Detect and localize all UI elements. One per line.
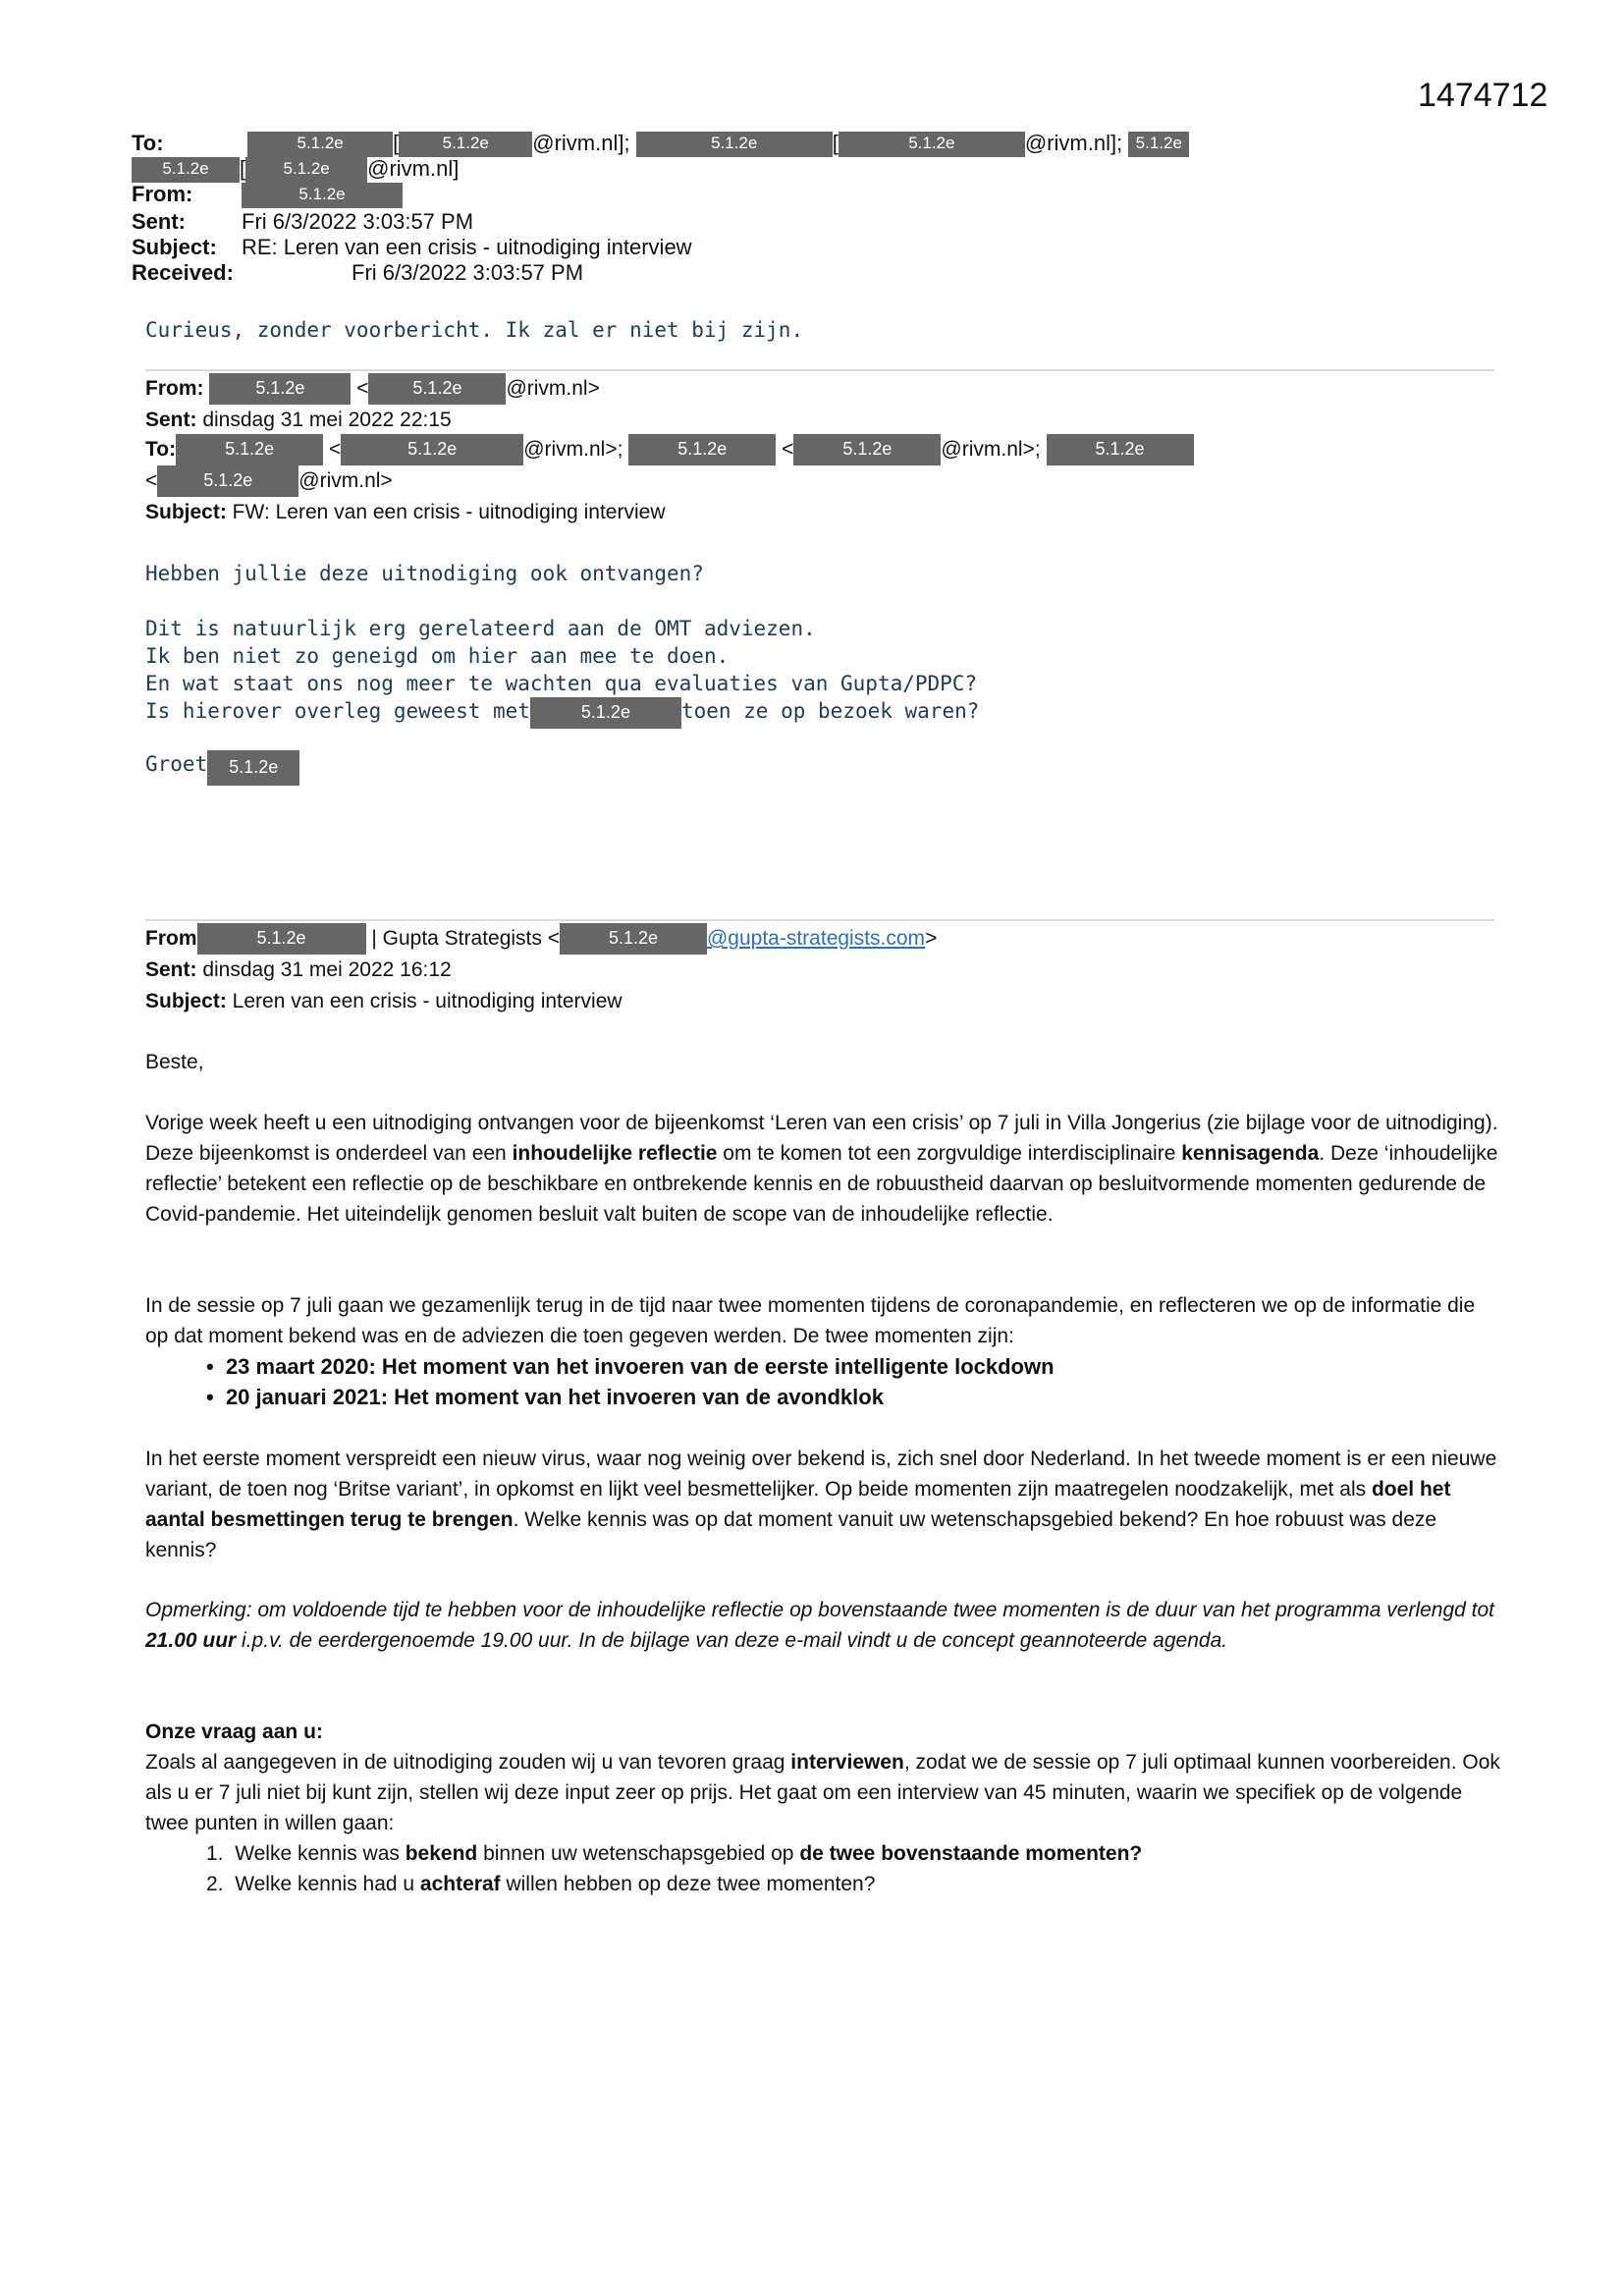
to-domain: @rivm.nl]; xyxy=(1024,131,1123,155)
item-text: Welke kennis was xyxy=(235,1842,406,1865)
p4-text: Opmerking: om voldoende tijd te hebben voor de inhoudelijke reflectie op bovenstaande twee momenten is de duur van het programma verlengd tot xyxy=(145,1599,1495,1621)
paragraph-3 xyxy=(145,1444,1500,1565)
redaction-box: 5.1.2e xyxy=(242,183,403,208)
bullet-item-1 xyxy=(206,1351,1055,1382)
angle-bracket: < xyxy=(782,438,794,461)
redaction-box: 5.1.2e xyxy=(247,132,393,157)
redaction-box: 5.1.2e xyxy=(207,750,299,786)
document-id: 1474712 xyxy=(1418,77,1548,114)
fw-greeting xyxy=(145,750,299,786)
fw-line-1: Hebben jullie deze uitnodiging ook ontvangen? xyxy=(145,562,704,585)
p1-text: om te komen tot een zorgvuldige interdisciplinaire xyxy=(717,1142,1182,1165)
fw-to-line xyxy=(145,434,1194,465)
redaction-box: 5.1.2e xyxy=(245,157,367,183)
separator xyxy=(145,369,1494,371)
item-bold: achteraf xyxy=(419,1873,501,1895)
reply-text: Curieus, zonder voorbericht. Ik zal er niet bij zijn. xyxy=(145,318,804,342)
fw-subject-line xyxy=(145,497,666,527)
p5-text: , zodat we de sessie op 7 juli optimaal kunnen voorbereiden. Ook als u er 7 juli niet bij kunt zijn, stellen wij deze input zeer op prijs. Het gaat om een interview van 45 minuten, waarin we specifiek op de volgende twee punten in willen gaan: xyxy=(145,1751,1500,1834)
sent-label: Sent: xyxy=(145,958,197,981)
redaction-box: 5.1.2e xyxy=(839,132,1025,157)
bullet-text: 23 maart 2020: Het moment van het invoeren van de eerste intelligente lockdown xyxy=(225,1354,1055,1379)
fw-from-line xyxy=(145,373,600,405)
fw-line-5-end: toen ze op bezoek waren? xyxy=(680,699,980,723)
redaction-box: 5.1.2e xyxy=(368,373,506,405)
fw-line-5 xyxy=(145,697,979,729)
item-text: Welke kennis had u xyxy=(235,1873,420,1895)
to-label: To: xyxy=(132,131,164,155)
p1-bold: inhoudelijke reflectie xyxy=(512,1142,718,1165)
outer-from-line xyxy=(132,183,403,208)
bullet-item-2 xyxy=(206,1382,884,1412)
greeting-word: Groet xyxy=(145,752,208,776)
paragraph-5 xyxy=(145,1747,1500,1838)
outer-received-line xyxy=(132,261,583,285)
fw-to-line-2 xyxy=(145,465,393,497)
sent-value: Fri 6/3/2022 3:03:57 PM xyxy=(242,209,474,234)
p4-bold: 21.00 uur xyxy=(145,1629,237,1652)
email-domain: @rivm.nl> xyxy=(298,469,393,492)
p3-text: In het eerste moment verspreidt een nieuw virus, waar nog weinig over bekend is, zich snel door Nederland. In het tweede moment is er een nieuwe variant, de toen nog ‘Britse variant’, in opkomst en lijkt veel besmettelijker. Op beide momenten zijn maatregelen noodzakelijk, met als xyxy=(145,1448,1497,1501)
received-value: Fri 6/3/2022 3:03:57 PM xyxy=(352,260,584,285)
received-label: Received: xyxy=(132,260,234,285)
angle-bracket: < xyxy=(145,469,158,492)
p1-text: . Deze ‘inhoudelijke reflectie’ betekent een reflectie op de beschikbare en ontbrekende kennis en de robuustheid daarvan op besluitvormende momenten gedurende de Covid-pandemie. Het uiteindelijk genomen besluit valt buiten de scope van de inhoudelijke reflectie. xyxy=(145,1142,1498,1226)
fw-line-3: Ik ben niet zo geneigd om hier aan mee te doen. xyxy=(145,644,730,668)
redaction-box: 5.1.2e xyxy=(1047,434,1194,465)
p1-text: Vorige week heeft u een uitnodiging ontvangen voor de bijeenkomst ‘Leren van een crisis’ op 7 juli in Villa Jongerius (zie bijlage voor de uitnodiging). Deze bijeenkomst is onderdeel van een xyxy=(145,1112,1498,1165)
redaction-box: 5.1.2e xyxy=(209,373,351,405)
bullet-icon: • xyxy=(206,1354,226,1379)
orig-from-line xyxy=(145,923,937,955)
paragraph-4-note xyxy=(145,1595,1500,1656)
subject-label: Subject: xyxy=(145,990,227,1012)
redaction-box: 5.1.2e xyxy=(197,923,366,955)
outer-to-line xyxy=(132,132,1189,157)
angle-bracket: > xyxy=(925,927,938,950)
numbered-item-1 xyxy=(206,1838,1142,1869)
outer-subject-line xyxy=(132,236,692,259)
from-label: From: xyxy=(132,182,193,206)
item-text: binnen uw wetenschapsgebied op xyxy=(477,1842,800,1865)
sender-company: | Gupta Strategists < xyxy=(371,927,560,950)
bullet-icon: • xyxy=(206,1385,226,1409)
item-bold: bekend xyxy=(405,1842,478,1865)
outer-to-line-2 xyxy=(132,157,459,183)
question-heading: Onze vraag aan u: xyxy=(145,1721,323,1743)
separator xyxy=(145,919,1494,921)
from-label: From xyxy=(145,927,197,950)
fw-line-5-start: Is hierover overleg geweest met xyxy=(145,699,530,723)
to-domain: @rivm.nl]; xyxy=(532,131,630,155)
sent-value: dinsdag 31 mei 2022 16:12 xyxy=(196,958,452,981)
email-domain: @rivm.nl>; xyxy=(523,438,623,461)
paragraph-2: In de sessie op 7 juli gaan we gezamenlijk terug in de tijd naar twee momenten tijdens de coronapandemie, en reflecteren we op de informatie die op dat moment bekend was en de adviezen die toen gegeven werden. De twee momenten zijn: xyxy=(145,1294,1476,1347)
from-label: From: xyxy=(145,377,204,400)
to-domain: @rivm.nl] xyxy=(367,156,460,181)
redaction-box: 5.1.2e xyxy=(1128,132,1189,157)
orig-subject-line xyxy=(145,986,623,1016)
item-text: willen hebben op deze twee momenten? xyxy=(500,1873,876,1895)
redaction-box: 5.1.2e xyxy=(530,697,681,729)
sent-label: Sent: xyxy=(145,409,197,431)
subject-label: Subject: xyxy=(132,235,217,259)
p1-bold: kennisagenda xyxy=(1181,1142,1320,1165)
to-label: To: xyxy=(145,438,177,461)
subject-label: Subject: xyxy=(145,501,227,523)
subject-value: FW: Leren van een crisis - uitnodiging interview xyxy=(226,501,666,523)
paragraph-1 xyxy=(145,1108,1500,1230)
email-domain: @rivm.nl>; xyxy=(941,438,1041,461)
angle-bracket: < xyxy=(328,438,342,461)
orig-sent-line xyxy=(145,955,452,985)
item-bold: de twee bovenstaande momenten? xyxy=(799,1842,1143,1865)
p4-text: i.p.v. de eerdergenoemde 19.00 uur. In de bijlage van deze e-mail vindt u de concept geannoteerde agenda. xyxy=(236,1629,1228,1652)
p3-text: . Welke kennis was op dat moment vanuit uw wetenschapsgebied bekend? En hoe robuust was deze kennis? xyxy=(145,1508,1437,1561)
outer-sent-line xyxy=(132,210,473,234)
subject-value: RE: Leren van een crisis - uitnodiging interview xyxy=(242,235,692,259)
sent-value: dinsdag 31 mei 2022 22:15 xyxy=(196,409,452,431)
to-bracket: [ xyxy=(240,156,246,181)
angle-bracket: < xyxy=(356,377,369,400)
redaction-box: 5.1.2e xyxy=(157,465,298,497)
subject-value: Leren van een crisis - uitnodiging interview xyxy=(226,990,623,1012)
sender-email-link[interactable]: @gupta-strategists.com xyxy=(706,927,926,950)
item-number: 1. xyxy=(206,1842,224,1865)
fw-line-4: En wat staat ons nog meer te wachten qua evaluaties van Gupta/PDPC? xyxy=(145,672,978,695)
redaction-box: 5.1.2e xyxy=(399,132,532,157)
redaction-box: 5.1.2e xyxy=(132,157,240,183)
to-bracket: [ xyxy=(393,131,400,155)
fw-sent-line xyxy=(145,405,452,435)
fw-line-2: Dit is natuurlijk erg gerelateerd aan de OMT adviezen. xyxy=(145,617,816,640)
sent-label: Sent: xyxy=(132,209,186,234)
email-domain: @rivm.nl> xyxy=(506,377,600,400)
p5-text: Zoals al aangegeven in de uitnodiging zouden wij u van tevoren graag xyxy=(145,1751,791,1774)
bullet-text: 20 januari 2021: Het moment van het invoeren van de avondklok xyxy=(225,1385,884,1409)
redaction-box: 5.1.2e xyxy=(793,434,941,465)
redaction-box: 5.1.2e xyxy=(628,434,776,465)
numbered-item-2 xyxy=(206,1869,875,1899)
redaction-box: 5.1.2e xyxy=(636,132,833,157)
salutation: Beste, xyxy=(145,1051,204,1073)
item-number: 2. xyxy=(206,1873,224,1895)
p3-bold: doel het aantal besmettingen terug te brengen xyxy=(145,1478,1451,1531)
to-bracket: [ xyxy=(832,131,839,155)
p5-bold: interviewen xyxy=(790,1751,904,1774)
redaction-box: 5.1.2e xyxy=(176,434,323,465)
redaction-box: 5.1.2e xyxy=(341,434,523,465)
redaction-box: 5.1.2e xyxy=(560,923,707,955)
